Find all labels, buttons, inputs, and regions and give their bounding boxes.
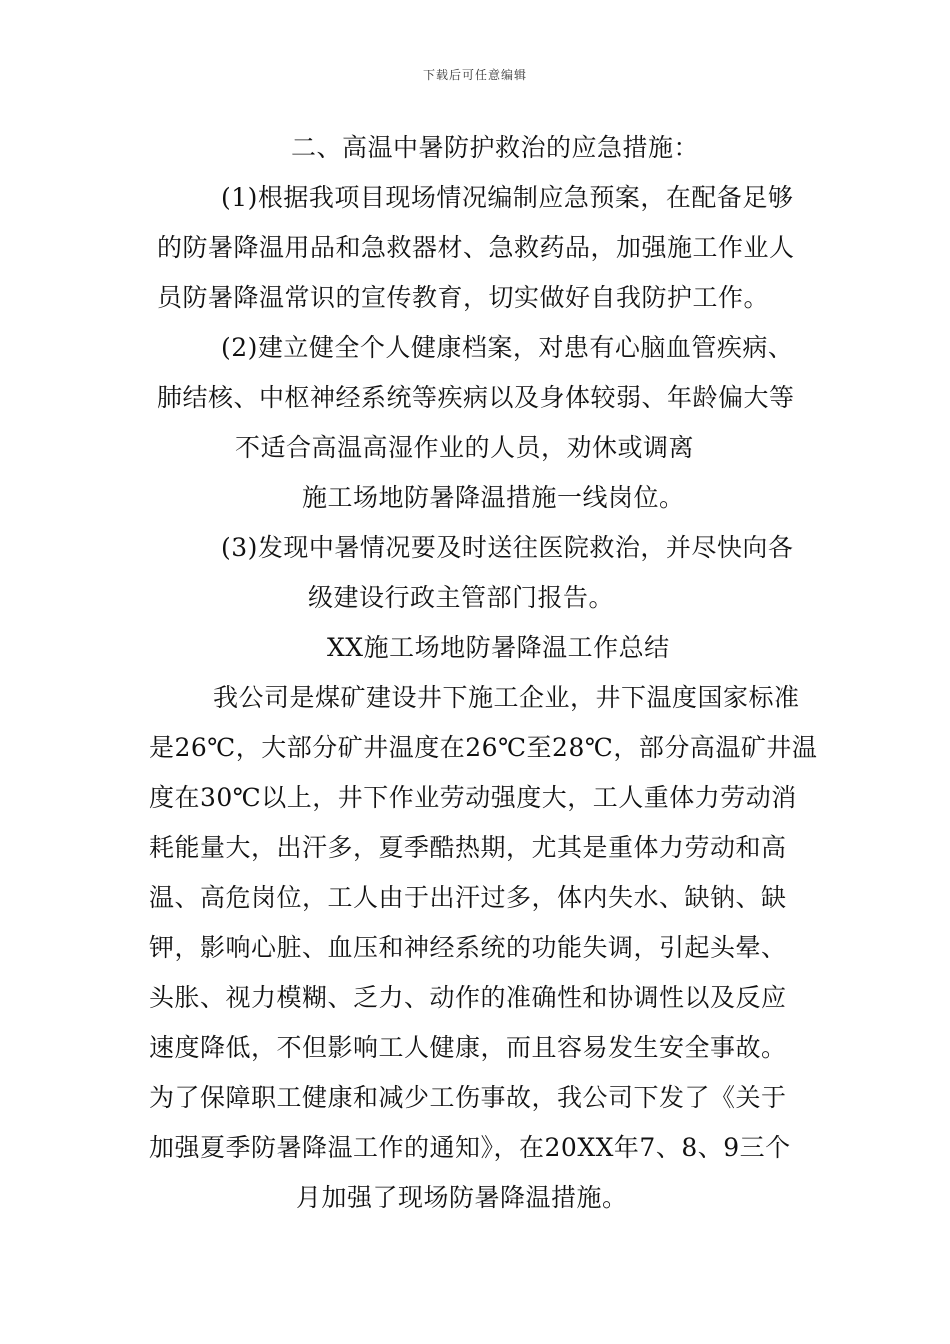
section-heading: 二、高温中暑防护救治的应急措施： — [291, 133, 700, 162]
measure-1-line-3: 员防暑降温常识的宣传教育，切实做好自我防护工作。 — [157, 283, 770, 312]
summary-line-1: 我公司是煤矿建设井下施工企业，井下温度国家标准 — [213, 683, 800, 712]
measure-3-line-2: 级建设行政主管部门报告。 — [308, 583, 615, 612]
measure-3-line-1: (3)发现中暑情况要及时送往医院救治，并尽快向各 — [221, 533, 794, 562]
summary-title: XX施工场地防暑降温工作总结 — [327, 633, 670, 662]
summary-line-10: 加强夏季防暑降温工作的通知》，在20XX年7、8、9三个 — [149, 1133, 791, 1162]
measure-2-line-4: 施工场地防暑降温措施一线岗位。 — [302, 483, 685, 512]
measure-2-line-3: 不适合高温高湿作业的人员，劝休或调离 — [235, 433, 695, 462]
measure-2-line-2: 肺结核、中枢神经系统等疾病以及身体较弱、年龄偏大等 — [157, 383, 795, 412]
summary-line-2: 是26℃，大部分矿井温度在26℃至28℃，部分高温矿井温 — [149, 733, 818, 762]
summary-line-8: 速度降低，不但影响工人健康，而且容易发生安全事故。 — [149, 1033, 787, 1062]
summary-line-9: 为了保障职工健康和减少工伤事故，我公司下发了《关于 — [149, 1083, 787, 1112]
summary-line-4: 耗能量大，出汗多，夏季酷热期，尤其是重体力劳动和高 — [149, 833, 787, 862]
summary-line-6: 钾，影响心脏、血压和神经系统的功能失调，引起头晕、 — [149, 933, 787, 962]
summary-line-7: 头胀、视力模糊、乏力、动作的准确性和协调性以及反应 — [149, 983, 787, 1012]
header-note: 下载后可任意编辑 — [422, 68, 527, 82]
summary-line-3: 度在30℃以上，井下作业劳动强度大，工人重体力劳动消 — [149, 783, 797, 812]
measure-1-line-1: (1)根据我项目现场情况编制应急预案，在配备足够 — [221, 183, 794, 212]
measure-1-line-2: 的防暑降温用品和急救器材、急救药品，加强施工作业人 — [157, 233, 795, 262]
summary-line-11: 月加强了现场防暑降温措施。 — [296, 1183, 628, 1212]
measure-2-line-1: (2)建立健全个人健康档案，对患有心脑血管疾病、 — [221, 333, 794, 362]
summary-line-5: 温、高危岗位，工人由于出汗过多，体内失水、缺钠、缺 — [149, 883, 787, 912]
